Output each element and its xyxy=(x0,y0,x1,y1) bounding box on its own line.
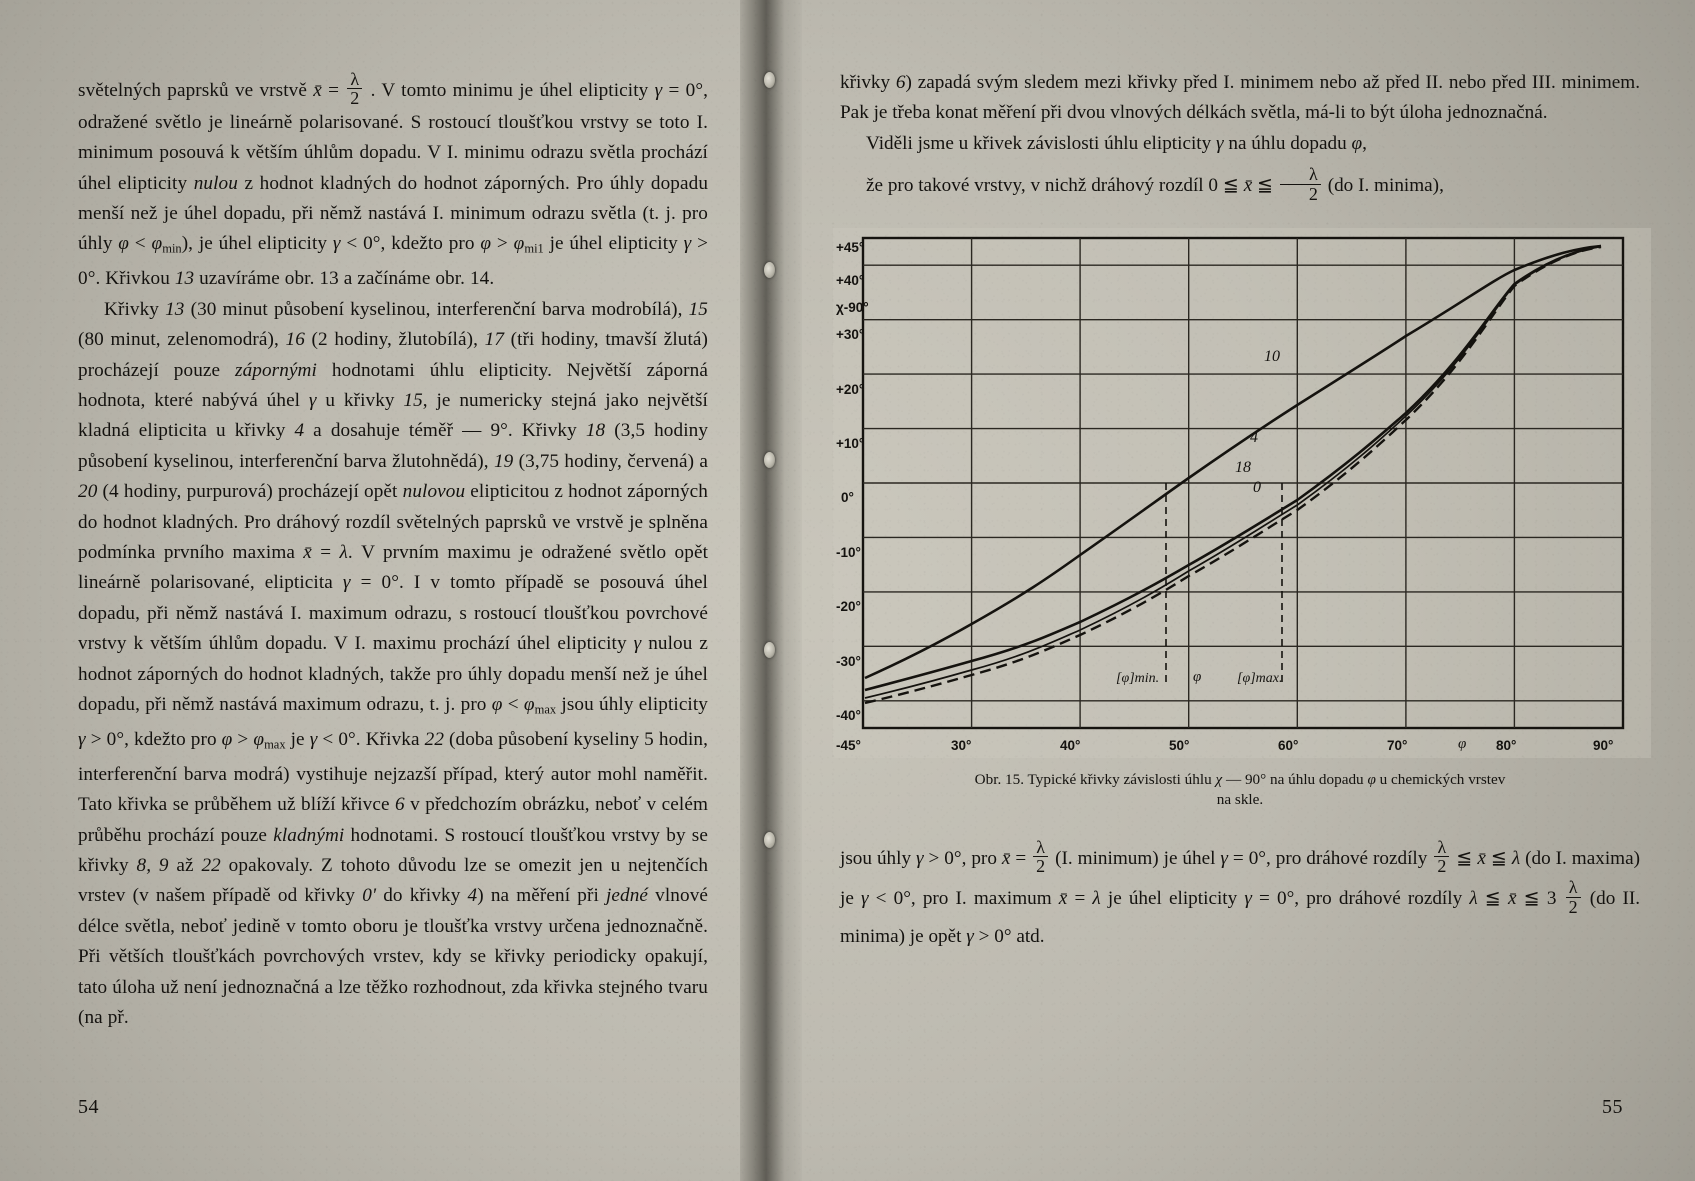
xtick-80: 80° xyxy=(1496,738,1517,753)
annotation-phi-max: [φ]max. xyxy=(1237,671,1283,686)
paragraph: Křivky 13 (30 minut působení kyselinou, interferenční barva modrobílá), 15 (80 minut, zelenomodrá), 16 (2 hodiny, žlutobílá), 17 (tři hodiny, tmavší žlutá) procházejí pouze zápornými hodnotami úhlu elipticity. Největší záporná hodnota, které nabývá úhel γ u křivky 15, je numericky stejná jako největší kladná elipticita u křivky 4 a dosahuje téměř — 9°. Křivky 18 (3,5 hodiny působení kyselinou, interferenční barva žlutohnědá), 19 (3,75 hodiny, červená) a 20 (4 hodiny, purpurová) procházejí opět nulovou elipticitou z hodnot záporných do hodnot kladných. Pro dráhový rozdíl světelných paprsků ve vrstvě je splněna podmínka prvního maxima x̄ = λ. V prvním maximu je odražené světlo opět lineárně polarisované, elipticita γ = 0°. I v tomto případě se posouvá úhel dopadu, při němž nastává I. maximum odrazu, s rostoucí tloušťkou povrchové vrstvy k větším úhlům dopadu. V I. maximu prochází úhel elipticity γ nulou z hodnot záporných do hodnot kladných, takže pro úhly dopadu menší než je úhel dopadu, při němž nastává maximum odrazu, t. j. pro $\varphi < \varphi_{max}$ jsou úhly elipticity γ > 0°, kdežto pro $\varphi > \varphi_{max}$ je γ < 0°. Křivka 22 (doba působení kyseliny 5 hodin, interferenční barva modrá) vystihuje nejzazší případ, který autor mohl naměřit. Tato křivka se průběhem už blíží křivce 6 v předchozím obrázku, neboť v celém průběhu prochází pouze kladnými hodnotami. S rostoucí tloušťkou vrstvy by se křivky 8, 9 až 22 opakovaly. Z tohoto důvodu lze se omezit jen u nejtenčích vrstev (v našem případě od křivky 0' do křivky 4) na měření při jedné vlnové délce světla, neboť jedině v tomto oboru je tloušťka vrstvy určena jednoznačně. Při větších tloušťkách povrchových vrstev, kdy se křivky periodicky opakují, tato úloha už není jednoznačná a lze těžko rozhodnout, zda křivka stejného tvaru (na př. xyxy=(78,298,709,1029)
paragraph: křivky 6) zapadá svým sledem mezi křivky před I. minimem nebo až před II. nebo před III. minimem. Pak je třeba konat měření při dvou vlnových délkách světla, má-li to být úloha jednoznačná. xyxy=(840,72,1640,124)
figure-caption: Obr. 15. Typické křivky závislosti úhlu χ — 90° na úhlu dopadu φ u chemických vrstev na skle. xyxy=(974,771,1506,808)
xtick-60: 60° xyxy=(1278,738,1299,753)
left-page-body xyxy=(78,70,708,1034)
xtick-90: 90° xyxy=(1593,738,1614,753)
book-gutter xyxy=(740,0,802,1181)
xtick-30: 30° xyxy=(951,738,972,753)
right-page xyxy=(800,0,1695,1181)
xtick-40: 40° xyxy=(1060,738,1081,753)
curve-label-4: 4 xyxy=(1250,429,1258,446)
folio-left: 54 xyxy=(78,1096,99,1118)
paragraph: jsou úhly γ > 0°, pro x̄ = $\frac{\lambda}{2}$ (I. minimum) je úhel γ = 0°, pro dráhové rozdíly $\frac{\lambda}{2}$ ≦ x̄ ≦ λ (do I. maxima) je γ < 0°, pro I. maximum x̄ = λ je úhel elipticity γ = 0°, pro dráhové rozdíly λ ≦ x̄ ≦ 3 $\frac{\lambda}{2}$ (do II. minima) je opět γ > 0° atd. xyxy=(840,837,1641,948)
y-axis-title: χ-90° xyxy=(836,300,869,315)
curve-label-18: 18 xyxy=(1235,459,1251,476)
paragraph: Viděli jsme u křivek závislosti úhlu elipticity γ na úhlu dopadu φ, xyxy=(866,132,1367,154)
ytick-minus45: -45° xyxy=(836,738,861,753)
paragraph: že pro takové vrstvy, v nichž dráhový rozdíl 0 ≦ x̄ ≦ $\frac{\lambda}{2}$ (do I. minima), xyxy=(866,164,1444,204)
ytick-plus30: +30° xyxy=(836,327,865,342)
left-page xyxy=(0,0,760,1181)
right-page-body-bottom xyxy=(840,838,1640,956)
ytick-minus10: -10° xyxy=(836,545,861,560)
ytick-plus10: +10° xyxy=(836,436,865,451)
ytick-zero: 0° xyxy=(841,490,854,505)
figure-obr-15 xyxy=(833,228,1651,758)
xtick-70: 70° xyxy=(1387,738,1408,753)
ytick-minus20: -20° xyxy=(836,599,861,614)
paragraph: světelných paprsků ve vrstvě x̄ = $\frac{\lambda}{2}$ . V tomto minimu je úhel elipticity γ = 0°, odražené světlo je lineárně polarisované. S rostoucí tloušťkou vrstvy se toto I. minimum posouvá k větším úhlům dopadu. V I. minimu odrazu světla prochází úhel elipticity nulou z hodnot kladných do hodnot záporných. Pro úhly dopadu menší než je úhel dopadu, při němž nastává I. minimum odrazu světla (t. j. pro úhly $\varphi < \varphi_{min}$), je úhel elipticity γ < 0°, kdežto pro $\varphi > \varphi_{mi1}$ je úhel elipticity γ > 0°. Křivkou 13 uzavíráme obr. 13 a začínáme obr. 14. xyxy=(78,69,709,290)
right-page-body-top xyxy=(840,68,1640,207)
ytick-plus20: +20° xyxy=(836,382,865,397)
annotation-phi: φ xyxy=(1193,669,1202,685)
grid-horizontal xyxy=(863,265,1623,701)
ytick-minus40: -40° xyxy=(836,708,861,723)
xtick-50: 50° xyxy=(1169,738,1190,753)
curve-label-10: 10 xyxy=(1264,348,1280,365)
curve-10 xyxy=(865,246,1601,678)
x-axis-title: φ xyxy=(1458,736,1467,752)
curve-4 xyxy=(865,246,1601,690)
annotation-phi-min: [φ]min. xyxy=(1116,671,1160,686)
curve-label-0: 0 xyxy=(1253,479,1261,496)
ytick-plus45: +45° xyxy=(836,240,865,255)
phi-markers xyxy=(1166,483,1282,683)
ytick-plus40: +40° xyxy=(836,273,865,288)
folio-right: 55 xyxy=(1602,1096,1623,1118)
ytick-minus30: -30° xyxy=(836,654,861,669)
